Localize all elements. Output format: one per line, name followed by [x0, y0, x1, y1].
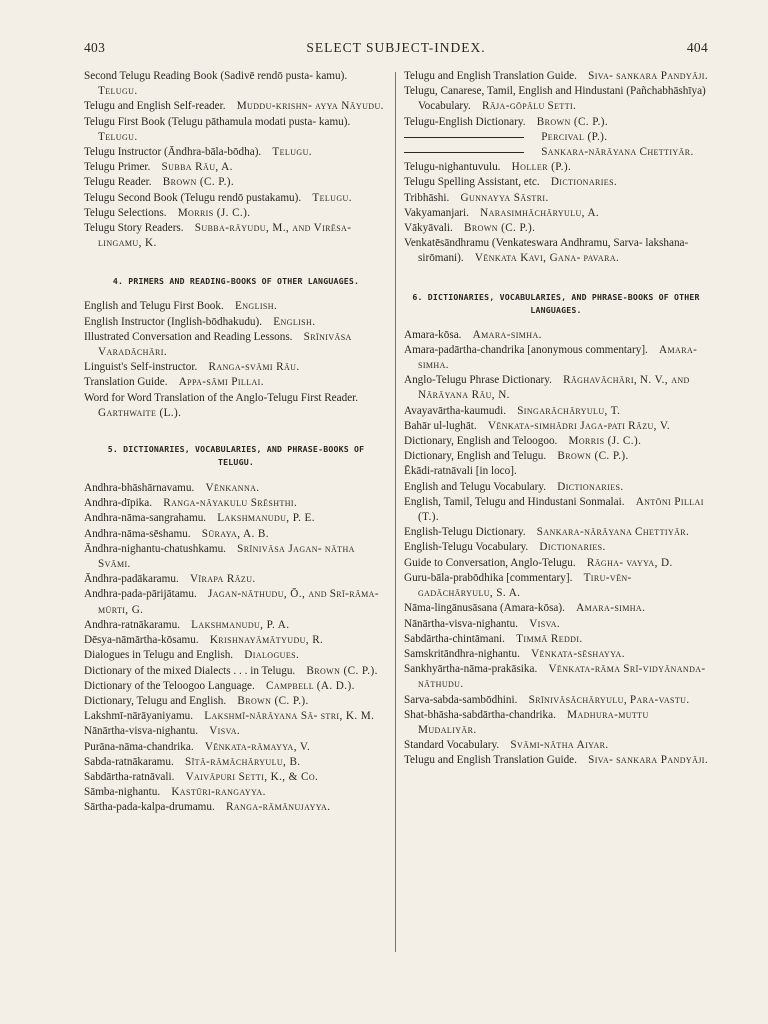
right-entries-b: [404, 328, 708, 769]
index-entry: [84, 299, 388, 314]
entry-author: English.: [273, 315, 316, 328]
index-entry: [84, 145, 388, 160]
index-entry: [404, 617, 708, 632]
entry-author-cont: Setti.: [547, 100, 577, 113]
index-entry: [404, 738, 708, 753]
index-entry: [404, 373, 708, 403]
right-column: [404, 69, 708, 769]
index-entry: [404, 449, 708, 464]
entry-title: English Instructor (Inglish-bōdhakudu).: [84, 315, 263, 328]
entry-author: Sūraya, A. B.: [201, 527, 269, 540]
index-entry: [404, 236, 708, 266]
entry-author-cont: (A. D.).: [316, 679, 355, 692]
index-entry: [404, 571, 708, 601]
index-entry: [404, 708, 708, 738]
entry-title: Telugu, Canarese, Tamil, English and Hindustani: [404, 85, 624, 98]
entry-author-cont: N. V., and Nārāyana Rāu, N.: [418, 374, 690, 402]
index-entry: [84, 69, 388, 99]
entry-author-cont: sankara Pandyāji.: [616, 754, 709, 767]
entry-author: Lakshmī-nārāyana Sā-: [204, 710, 318, 723]
entry-author-cont: pavara.: [583, 252, 620, 265]
index-entry: [84, 175, 388, 190]
entry-author: Percival (P.).: [541, 130, 608, 143]
entry-author: Srīnivāsa Jagan-: [237, 542, 323, 555]
entry-title: Linguist's Self-instructor.: [84, 361, 198, 374]
running-title: SELECT SUBJECT-INDEX.: [306, 40, 486, 55]
entry-author: Brown (C. P.).: [463, 222, 536, 235]
entry-author: Dialogues.: [244, 649, 300, 662]
entry-title: Word for Word Translation of the Anglo-Telugu: [84, 391, 299, 404]
index-entry: [84, 664, 388, 679]
entry-author: Dictionaries.: [557, 480, 624, 493]
entry-author: Brown (C. P.).: [162, 176, 235, 189]
entry-author: Rāgha-: [586, 556, 624, 569]
entry-author: Subba Rāu, A.: [161, 161, 233, 174]
index-entry: [84, 315, 388, 330]
index-entry: [84, 360, 388, 375]
entry-author: Garthwaite (L.).: [98, 406, 182, 419]
entry-title: Andhra-pada-pārijātamu.: [84, 588, 197, 601]
index-entry: [404, 160, 708, 175]
index-entry: [404, 191, 708, 206]
entry-author: Telugu.: [98, 130, 138, 143]
entry-author: Rāja-gōpālu: [482, 100, 545, 113]
entry-title: Āndhra-nighantu-chatushkamu.: [84, 542, 226, 555]
entry-author: Narasimhāchāryulu, A.: [480, 206, 600, 219]
entry-title: Translation Guide.: [84, 376, 168, 389]
entry-author: Vēnkata Kavi, Gana-: [474, 252, 581, 265]
entry-title: Vākyāvali.: [404, 222, 453, 235]
entry-author: Srīnivāsāchāryulu,: [528, 693, 628, 706]
index-entry: [84, 99, 388, 114]
entry-title-cont: (Pañchabhāshīya) Vocabulary.: [418, 85, 706, 113]
entry-author: Rāghavāchāri,: [563, 374, 638, 387]
entry-title: Andhra-bhāshārnavamu.: [84, 482, 195, 495]
entry-author: Dictionaries.: [550, 176, 618, 189]
entry-author: Timmā Reddi.: [516, 632, 583, 645]
entry-title: Bahār ul-lughāt.: [404, 419, 477, 432]
index-entry: [404, 753, 708, 768]
entry-author: Ranga-rāmānujayya.: [225, 801, 331, 814]
section-heading-4: 4. PRIMERS AND READING-BOOKS OF OTHER LANGUAGES.: [112, 276, 360, 287]
entry-title: Dictionary of the mixed Dialects . . . in Telugu.: [84, 664, 296, 677]
index-entry: [84, 679, 388, 694]
column-divider: [395, 72, 396, 952]
entry-title: Sāmba-nighantu.: [84, 786, 161, 799]
entry-author: Telugu.: [312, 191, 352, 204]
entry-author: Vēnkata-sēshayya.: [531, 647, 625, 660]
index-entry: [84, 724, 388, 739]
index-entry: [404, 495, 708, 525]
index-entry: [84, 527, 388, 542]
entry-title: Andhra-dīpika.: [84, 497, 153, 510]
entry-title: Sabdārtha-chintāmani.: [404, 632, 505, 645]
left-entries-b: [84, 299, 388, 421]
entry-author-cont: Chettiyār.: [639, 146, 694, 159]
right-entries-a: [404, 69, 708, 267]
entry-title: Dictionary of the Teloogoo Language.: [84, 679, 255, 692]
index-entry: [404, 115, 708, 130]
entry-author: Brown (C. P.).: [306, 664, 378, 677]
index-entry: [404, 647, 708, 662]
entry-title-cont: kamu).: [315, 70, 348, 82]
entry-author: Vēnkanna.: [205, 482, 260, 495]
entry-author: Amara-simha.: [576, 602, 646, 615]
entry-author: Brown (C. P.).: [557, 450, 629, 463]
index-entry: [84, 633, 388, 648]
entry-author: Brown (C. P.).: [237, 694, 309, 707]
entry-author: Sankara-nārāyana: [541, 146, 637, 159]
index-entry: [404, 464, 708, 479]
section-heading-5: 5. DICTIONARIES, VOCABULARIES, AND PHRASE-BOOKS OF TELUGU.: [107, 444, 365, 468]
entry-author: Srīnivāsa Varadāchāri.: [98, 330, 352, 359]
entry-title: Dialogues in Telugu and English.: [84, 649, 234, 662]
entry-author: Appa-sāmi Pillai.: [178, 376, 264, 389]
entry-author: Campbell: [266, 679, 314, 692]
entry-title-cont: kamu).: [318, 115, 351, 128]
index-entry: [84, 694, 388, 709]
entry-title: Samskritāndhra-nighantu.: [404, 647, 520, 660]
index-entry: [84, 800, 388, 815]
index-entry: [84, 755, 388, 770]
entry-title: Sarva-sabda-sambōdhini.: [404, 693, 518, 706]
left-entries-c: [84, 481, 388, 815]
entry-author: Telugu.: [272, 146, 312, 159]
index-entry: [404, 601, 708, 616]
entry-author: Singarāchāryulu, T.: [517, 404, 621, 417]
entry-author: Siva-: [588, 754, 614, 767]
entry-author-cont: Srī-rāma-mūrti, G.: [98, 588, 379, 616]
index-entry: [404, 693, 708, 708]
entry-author: Sankara-nārāyana: [536, 526, 633, 539]
entry-author-cont: stri, K. M.: [320, 710, 375, 723]
entry-title: Sabda-ratnākaramu.: [84, 755, 174, 768]
entry-author-cont: Chettiyār.: [634, 526, 690, 539]
entry-author: Morris (J. C.).: [568, 435, 642, 448]
index-entry: [84, 648, 388, 663]
entry-author-cont: nātha Svāmi.: [98, 542, 355, 571]
entry-title: English and Telugu First Book.: [84, 300, 224, 313]
index-entry: [404, 69, 708, 84]
entry-title: Telugu Story Readers.: [84, 222, 184, 235]
entry-author: Muddu-krishn-: [236, 100, 313, 113]
index-entry: [84, 587, 388, 617]
index-entry: [404, 434, 708, 449]
entry-author: Ranga-svāmi Rāu.: [208, 361, 300, 374]
index-entry: [84, 511, 388, 526]
index-entry: [84, 160, 388, 175]
entry-title: Telugu-English Dictionary.: [404, 115, 526, 128]
entry-author: Kastūri-rangayya.: [171, 786, 266, 799]
entry-author-cont: Mudaliyār.: [418, 723, 477, 736]
entry-title: Andhra-ratnākaramu.: [84, 618, 180, 631]
index-entry: [84, 375, 388, 390]
entry-title-cont: First Reader.: [300, 391, 359, 404]
section-heading-6: 6. DICTIONARIES, VOCABULARIES, AND PHRASE-BOOKS OF OTHER LANGUAGES.: [412, 291, 700, 315]
index-entry: [84, 542, 388, 572]
entry-author-cont: ayya Nāyudu.: [315, 100, 384, 113]
entry-title: Lakshmī-nārāyaniyamu.: [84, 710, 194, 723]
entry-author: Jagan-nāthudu, Ō., and: [207, 588, 327, 601]
index-entry: [404, 206, 708, 221]
entry-author-cont: Para-vastu.: [629, 693, 690, 706]
entry-title: Avayavārtha-kaumudi.: [404, 404, 506, 417]
index-entry: [84, 496, 388, 511]
index-entry: [404, 404, 708, 419]
index-entry: [84, 770, 388, 785]
index-entry: [84, 191, 388, 206]
entry-author: Antōni Pillai (T.).: [418, 495, 704, 524]
entry-title: Ēkādi-ratnāvali [in loco].: [404, 465, 517, 478]
entry-title: Sankhyārtha-nāma-prakāsika.: [404, 663, 538, 676]
entry-title: Dēsya-nāmārtha-kōsamu.: [84, 634, 199, 647]
index-entry: [84, 115, 388, 145]
index-entry: [404, 328, 708, 343]
index-entry: [84, 785, 388, 800]
index-entry: [404, 662, 708, 692]
entry-author: Ranga-nāyakulu Srēshthi.: [163, 497, 298, 510]
entry-author-cont: Srī-vidyānanda-nāthudu.: [418, 663, 706, 691]
entry-author: Vīrapa Rāzu.: [189, 573, 256, 586]
entry-title: English, Tamil, Telugu and Hindustani Sonmalai.: [404, 495, 625, 508]
entry-title: English and Telugu Vocabulary.: [404, 480, 547, 493]
index-entry: [84, 206, 388, 221]
entry-title: Telugu Instructor (Āndhra-bāla-bōdha).: [84, 146, 262, 159]
entry-title: Dictionary, English and Telugu.: [404, 450, 547, 463]
index-entry: [84, 221, 388, 251]
entry-author: Vēnkata-rāmayya, V.: [204, 740, 311, 753]
entry-title: Shat-bhāsha-sabdārtha-chandrika.: [404, 708, 556, 721]
entry-author: Vēnkata-simhādri Jaga-pati: [487, 419, 626, 432]
entry-author: Sītā-rāmāchāryulu, B.: [184, 755, 301, 768]
entry-title: Telugu and English Self-reader.: [84, 100, 226, 113]
ditto-dash: [404, 137, 524, 138]
entry-title: Telugu Second Book (Telugu rendō pustakamu).: [84, 191, 302, 204]
entry-title: Andhra-nāma-sangrahamu.: [84, 512, 207, 525]
entry-title: Telugu-nighantuvulu.: [404, 161, 501, 174]
entry-author: Lakshmanudu, P. A.: [191, 618, 290, 631]
entry-title: Telugu Primer.: [84, 161, 151, 174]
entry-title: Nānārtha-visva-nighantu.: [84, 725, 199, 738]
entry-author: Brown (C. P.).: [536, 115, 609, 128]
index-entry: [404, 480, 708, 495]
index-entry: [404, 130, 708, 145]
page-number-left: 403: [84, 40, 106, 55]
index-entry: [404, 221, 708, 236]
entry-title: Amara-padārtha-chandrika [anonymous commentary].: [404, 343, 648, 356]
entry-title: Telugu Reader.: [84, 176, 152, 189]
entry-author-cont: Virēsa-lingamu, K.: [98, 222, 352, 250]
entry-title: Telugu and English Translation Guide.: [404, 70, 577, 82]
entry-author: Holler (P.).: [511, 161, 572, 174]
entry-title: Vakyamanjari.: [404, 206, 469, 219]
entry-author: Lakshmanudu, P. E.: [217, 512, 315, 525]
index-entry: [84, 572, 388, 587]
entry-author: Gunnayya Sāstri.: [460, 191, 549, 204]
entry-author: Amara-simha.: [472, 328, 542, 341]
index-entry: [404, 556, 708, 571]
entry-title: Amara-kōsa.: [404, 328, 462, 341]
entry-author-cont: sankara Pandyāji.: [616, 70, 709, 82]
entry-title: Dictionary, English and Teloogoo.: [404, 435, 558, 448]
entry-author: Vaivāpuri Setti, K., & Co.: [185, 770, 319, 783]
entry-title: Telugu First Book (Telugu pāthamula modati pusta-: [84, 115, 317, 128]
entry-title: Nāma-lingānusāsana (Amara-kōsa).: [404, 602, 565, 615]
entry-author: Krishnayāmātyudu, R.: [209, 634, 324, 647]
left-column: [84, 69, 388, 816]
entry-title: Dictionary, Telugu and English.: [84, 694, 227, 707]
page-number-right: 404: [686, 40, 708, 55]
entry-title: English-Telugu Vocabulary.: [404, 541, 529, 554]
entry-author-cont: vayya, D.: [626, 556, 673, 569]
entry-author: Telugu.: [98, 85, 138, 98]
entry-title: Andhra-nāma-sēshamu.: [84, 527, 191, 540]
entry-title: Āndhra-padākaramu.: [84, 573, 179, 586]
entry-author: Vēnkata-rāma: [548, 663, 621, 676]
entry-author: Visva.: [529, 617, 561, 630]
index-entry: [84, 481, 388, 496]
entry-author: Siva-: [588, 70, 614, 82]
entry-title: Second Telugu Reading Book (Sadivē rendō pusta-: [84, 70, 313, 82]
index-entry: [404, 525, 708, 540]
entry-title-cont: lakshana-sirōmani).: [418, 237, 689, 265]
entry-author: Dictionaries.: [539, 541, 606, 554]
entry-author: Amara-simha.: [418, 343, 698, 372]
entry-author: Visva.: [209, 725, 241, 738]
entry-title: Telugu Selections.: [84, 206, 167, 219]
entry-title: Venkatēsāndhramu (Venkateswara Andhramu, Sarva-: [404, 237, 643, 250]
entry-title: Telugu and English Translation Guide.: [404, 754, 577, 767]
entry-author: Tiru-vēn-: [583, 571, 632, 584]
entry-author: English.: [234, 300, 278, 313]
entry-author: Svāmi-nātha Aiyar.: [510, 739, 609, 752]
index-entry: [404, 84, 708, 114]
index-entry: [84, 709, 388, 724]
ditto-dash: [404, 152, 524, 153]
index-entry: [404, 343, 708, 373]
index-entry: [84, 330, 388, 360]
index-entry: [404, 540, 708, 555]
entry-author-cont: gadāchāryulu, S. A.: [418, 587, 521, 600]
entry-title: Sārtha-pada-kalpa-drumamu.: [84, 801, 215, 814]
entry-title: Purāna-nāma-chandrika.: [84, 740, 194, 753]
entry-title: Tribhāshi.: [404, 191, 450, 204]
entry-author: Subba-rāyudu, M., and: [194, 222, 311, 235]
index-entry: [404, 175, 708, 190]
entry-author: Madhura-muttu: [567, 708, 649, 721]
left-entries-a: [84, 69, 388, 251]
entry-title: Anglo-Telugu Phrase Dictionary.: [404, 374, 552, 387]
entry-title: Sabdārtha-ratnāvali.: [84, 770, 175, 783]
entry-title: Guru-bāla-prabōdhika [commentary].: [404, 571, 573, 584]
index-entry: [84, 740, 388, 755]
index-entry: [404, 419, 708, 434]
entry-title: Nānārtha-visva-nighantu.: [404, 617, 519, 630]
index-entry: [84, 618, 388, 633]
entry-title: English-Telugu Dictionary.: [404, 526, 526, 539]
index-entry: [84, 391, 388, 421]
index-entry: [404, 632, 708, 647]
entry-author-cont: Rāzu, V.: [628, 419, 671, 432]
entry-title: Illustrated Conversation and Reading Lessons.: [84, 330, 293, 343]
page-header: [84, 40, 708, 60]
entry-title: Telugu Spelling Assistant, etc.: [404, 176, 540, 189]
index-entry: [404, 145, 708, 160]
entry-title: Standard Vocabulary.: [404, 739, 500, 752]
entry-author: Morris (J. C.).: [177, 206, 251, 219]
entry-title: Guide to Conversation, Anglo-Telugu.: [404, 556, 576, 569]
